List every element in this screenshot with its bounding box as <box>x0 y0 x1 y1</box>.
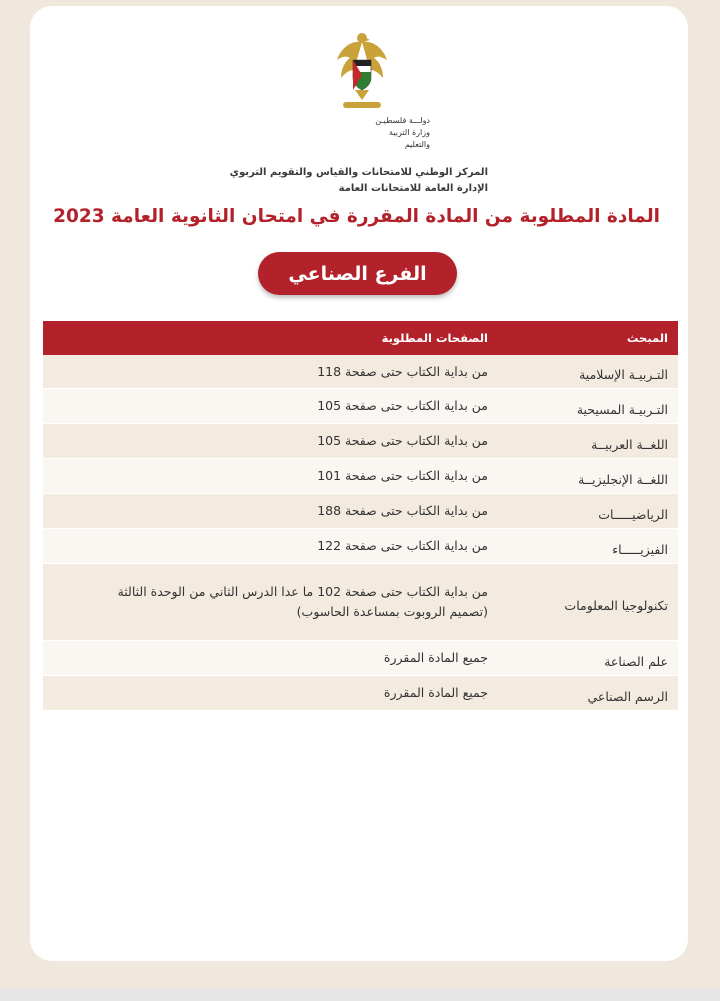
pages-cell: من بداية الكتاب حتى صفحة 122 <box>317 538 488 553</box>
pages-cell: من بداية الكتاب حتى صفحة 101 <box>317 468 488 483</box>
table-row <box>43 459 678 494</box>
state-name: دولـــة فلسطيـن <box>375 116 430 125</box>
pages-cell: من بداية الكتاب حتى صفحة 188 <box>317 503 488 518</box>
subject-cell: الرياضيـــــات <box>598 506 668 522</box>
bottom-bar <box>0 989 720 1001</box>
subject-cell: التـربيـة الإسلامية <box>579 367 668 382</box>
pages-cell: جميع المادة المقررة <box>383 650 488 665</box>
table-row <box>43 424 678 459</box>
subject-cell: الرسم الصناعي <box>587 688 668 704</box>
ministry-name: وزارة التربية والتعليم <box>389 128 430 149</box>
ministry-label <box>370 115 430 151</box>
subject-cell: تكنولوجيا المعلومات <box>564 597 668 613</box>
palestine-emblem-icon <box>333 26 391 110</box>
column-header-subject: المبحث <box>626 331 668 345</box>
table-header <box>43 321 678 355</box>
centre-heading <box>158 165 488 197</box>
table-row <box>43 355 678 389</box>
table-row <box>43 389 678 424</box>
pages-cell: من بداية الكتاب حتى صفحة 105 <box>317 433 488 448</box>
subject-cell: اللغــة العربيــة <box>591 436 668 452</box>
pages-cell <box>43 582 528 622</box>
subjects-table <box>43 321 678 711</box>
pages-cell: من بداية الكتاب حتى صفحة 105 <box>317 398 488 413</box>
directorate-name: الإدارة العامة للامتحانات العامة <box>338 183 488 194</box>
pages-cell: من بداية الكتاب حتى صفحة 118 <box>317 363 488 379</box>
table-row <box>43 564 678 641</box>
table-row <box>43 641 678 676</box>
pages-cell: جميع المادة المقررة <box>383 685 488 700</box>
table-row <box>43 494 678 529</box>
centre-name: المركز الوطني للامتحانات والقياس والتقويم التربوي <box>229 167 488 178</box>
subject-cell: التـربيـة المسيحية <box>576 401 668 417</box>
subject-cell: اللغــة الإنجليزيــة <box>578 471 668 487</box>
column-header-pages: الصفحات المطلوبة <box>381 331 488 345</box>
table-row <box>43 676 678 711</box>
table-row <box>43 529 678 564</box>
pages-cell-line: (تصميم الروبوت بمساعدة الحاسوب) <box>296 604 488 619</box>
pages-cell-line: من بداية الكتاب حتى صفحة 102 ما عدا الدرس الثاني من الوحدة الثالثة <box>117 584 488 599</box>
subject-cell: الفيزيـــــاء <box>612 541 668 557</box>
page-title: المادة المطلوبة من المادة المقررة في امتحان الثانوية العامة 2023 <box>53 206 660 227</box>
subject-cell: علم الصناعة <box>604 653 668 669</box>
branch-badge: الفرع الصناعي <box>258 252 457 295</box>
